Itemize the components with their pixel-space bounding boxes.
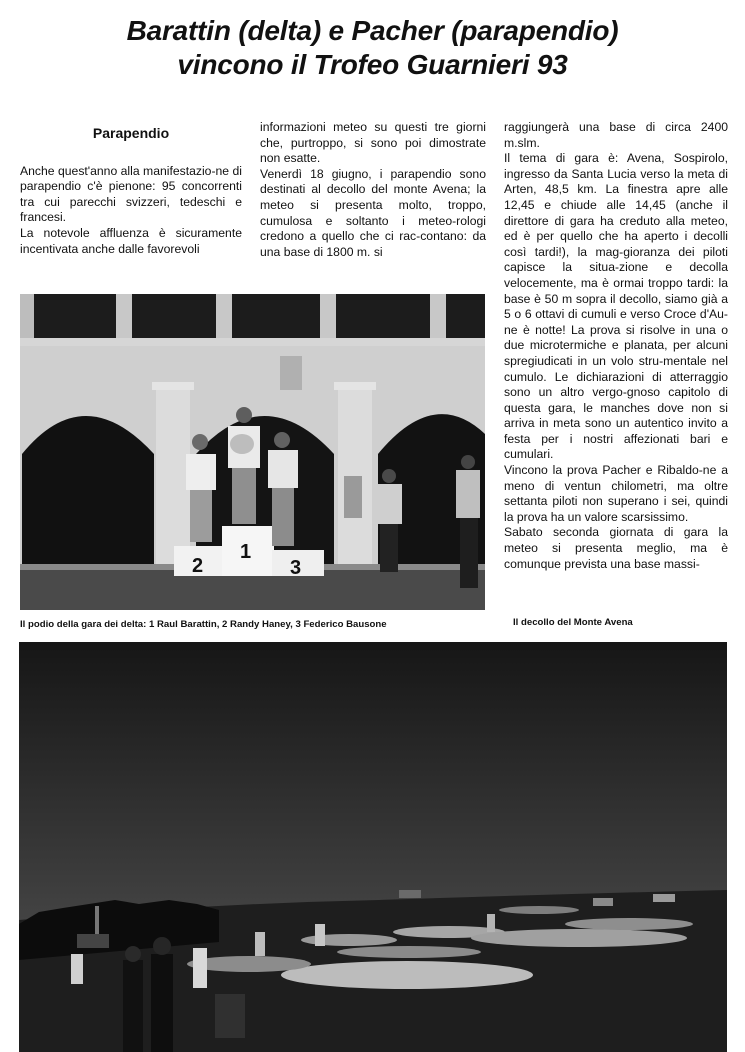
title-line-1: Barattin (delta) e Pacher (parapendio) [126, 15, 619, 46]
col3-paragraph-1: raggiungerà una base di circa 2400 m.slm. [504, 120, 728, 150]
section-heading: Parapendio [92, 125, 170, 141]
article-title [0, 14, 745, 82]
podium-number-1: 1 [240, 541, 252, 563]
col2-paragraph-1: informazioni meteo su questi tre giorni che, purtroppo, si sono poi dimostrate non esatte. [260, 120, 486, 166]
col3-paragraph-2: Il tema di gara è: Avena, Sospirolo, ingresso da Santa Lucia verso la meta di Arten, 48,5 km. La finestra apre alle 12,45 e chiude alle 14,45 (anche il direttore di gara ha creduto alla meteo, ed è per quello che ha aperto i decolli così tardi!), la mag-gioranza dei piloti capisce la situa-zione e decolla velocemente, ma è ormai troppo tardi: la base è 50 m sopra il decollo, siamo già a 5 o 6 ottavi di cumuli e verso Croce d'Au-ne è notte! La prova si risolve in una o due microtermiche e planata, per alcuni spregiudicati in un volo stru-mentale nel cumulo. Le dichiarazioni di atterraggio sono un altro vergo-gnoso capitolo di questa gara, le manches dove non si arriva in meta sono un autentico invito a festa per i nostri affezionati bari e cumulari. [504, 151, 728, 462]
podium-photo [20, 294, 485, 610]
title-line-2: vincono il Trofeo Guarnieri 93 [177, 49, 568, 80]
column-3 [504, 120, 728, 572]
column-1 [20, 126, 242, 257]
col1-paragraph-1: Anche quest'anno alla manifestazio-ne di parapendio c'è pienone: 95 concorrenti tra cui parecchi svizzeri, tedeschi e francesi. [20, 163, 242, 225]
caption-podium: Il podio della gara dei delta: 1 Raul Barattin, 2 Randy Haney, 3 Federico Bausone [20, 619, 387, 630]
col3-paragraph-3: Vincono la prova Pacher e Ribaldo-ne a meno di ventun chilometri, ma oltre settanta piloti non superano i sei, quindi la prova ha un valore scarsissimo. [504, 463, 728, 524]
col3-paragraph-4: Sabato seconda giornata di gara la meteo si presenta meglio, ma è comunque prevista una base massi- [504, 525, 728, 571]
col2-paragraph-2: Venerdì 18 giugno, i parapendio sono destinati al decollo del monte Avena; la meteo si presenta molto, troppo, cumulosa e soltanto i meteo-rologi credono a quello che ci rac-contano: da una base di 1800 m. si [260, 166, 486, 259]
takeoff-photo [19, 642, 727, 1052]
column-2 [260, 120, 486, 260]
caption-takeoff: Il decollo del Monte Avena [513, 617, 633, 628]
podium-number-3: 3 [290, 557, 302, 579]
podium-number-2: 2 [192, 555, 204, 577]
col1-paragraph-2: La notevole affluenza è sicuramente incentivata anche dalle favorevoli [20, 225, 242, 256]
